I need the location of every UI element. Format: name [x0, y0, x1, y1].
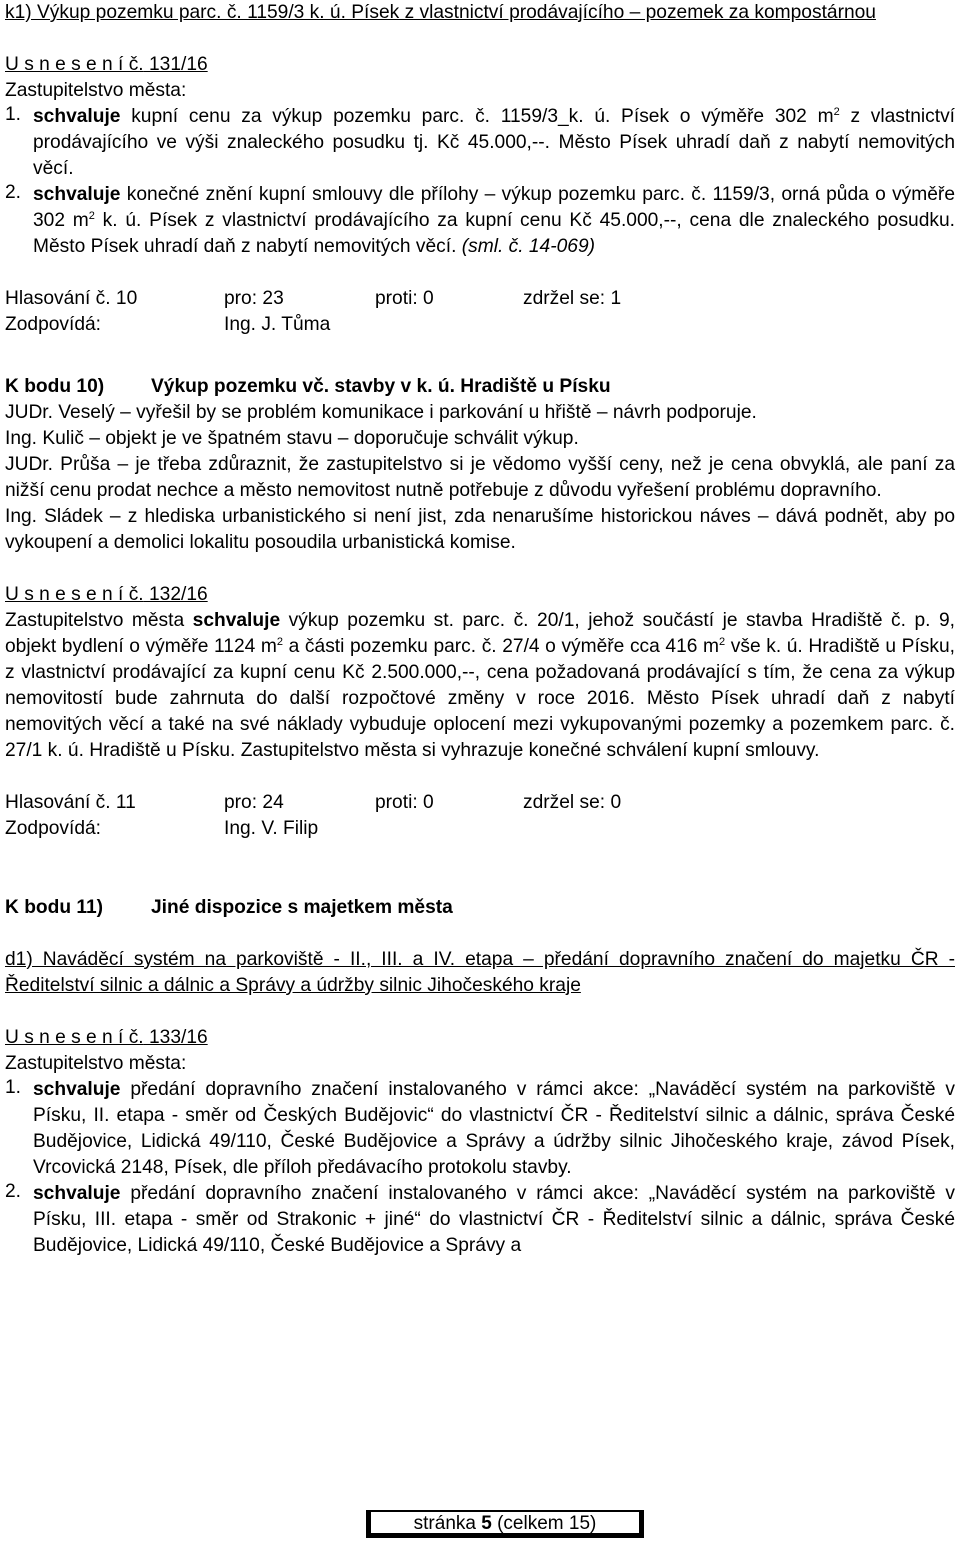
document-page: [5, 0, 955, 1259]
resolution-title-133: U s n e s e n í č. 133/16: [5, 1027, 208, 1048]
resolution-item-2: 2. schvaluje předání dopravního značení instalovaného v rámci akce: „Naváděcí systém na parkoviště v Písku, III. etapa - směr od Strakonic + jiné“ do vlastnictví ČR - Ředitelství silnic a dálnic, správa České Budějovice, Lidická 49/110, České Budějovice a Správy a: [5, 1181, 955, 1256]
section-heading-k1: k1) Výkup pozemku parc. č. 1159/3 k. ú. Písek z vlastnictví prodávajícího – pozemek za kompostárnou: [5, 2, 876, 23]
agenda-item-10-heading: K bodu 10) Výkup pozemku vč. stavby v k. ú. Hradiště u Písku: [5, 376, 611, 397]
responsible-row-11: Zodpovídá: Ing. V. Filip: [5, 818, 319, 839]
discussion-sladek: Ing. Sládek – z hlediska urbanistického si není jist, zda nenarušíme historickou náves – dává podnět, aby po vykoupení a demolici lokalitu posoudila urbanistická komise.: [5, 506, 955, 553]
resolution-item-1: 1. schvaluje kupní cenu za výkup pozemku parc. č. 1159/3_k. ú. Písek o výměře 302 $m^2$ z vlastnictví prodávajícího ve výši znaleckého posudku tj. Kč 45.000,--. Město Písek uhradí daň z nabytí nemovitých věcí.: [5, 104, 956, 179]
resolution-title-131: U s n e s e n í č. 131/16: [5, 54, 208, 75]
discussion-kulic: Ing. Kulič – objekt je ve špatném stavu – doporučuje schválit výkup.: [5, 428, 579, 449]
vote-row-11: Hlasování č. 11 pro: 24 proti: 0 zdržel se: 0: [5, 792, 622, 813]
vote-row-10: Hlasování č. 10 pro: 23 proti: 0 zdržel se: 1: [5, 288, 622, 309]
resolution-132-text: Zastupitelstvo města schvaluje výkup pozemku st. parc. č. 20/1, jehož součástí je stavba Hradiště č. p. 9, objekt bydlení o výměře 1124 $m^2$ a části pozemku parc. č. 27/4 o výměře cca 416 $m^2$ vše k. ú. Hradiště u Písku, z vlastnictví prodávající za kupní cenu Kč 2.500.000,--, cena požadovaná prodávající s tím, že cena za výkup nemovitostí bude zahrnuta do další rozpočtové změny v roce 2016. Město Písek uhradí daň z nabytí nemovitých věcí a také na své náklady vybuduje oplocení mezi vykupovanými pozemky a pozemkem parc. č. 27/1 k. ú. Hradiště u Písku. Zastupitelstvo města si vyhrazuje konečné schválení kupní smlouvy.: [5, 610, 956, 761]
page-footer: stránka 5 (celkem 15): [366, 1510, 644, 1538]
resolution-item-2: 2. schvaluje konečné znění kupní smlouvy dle přílohy – výkup pozemku parc. č. 1159/3, orná půda o výměře 302 $m^2$ k. ú. Písek z vlastnictví prodávajícího za kupní cenu Kč 45.000,--, cena dle znaleckého posudku. Město Písek uhradí daň z nabytí nemovitých věcí. (sml. č. 14-069): [5, 182, 955, 257]
resolution-item-1: 1. schvaluje předání dopravního značení instalovaného v rámci akce: „Naváděcí systém na parkoviště v Písku, II. etapa - směr od Českých Budějovic“ do vlastnictví ČR - Ředitelství silnic a dálnic, správa České Budějovice, Lidická 49/110, České Budějovice a Správy a údržby silnic Jihočeského kraje, závod Písek, Vrcovická 2148, Písek, dle příloh předávacího protokolu stavby.: [5, 1077, 955, 1178]
discussion-vesely: JUDr. Veselý – vyřešil by se problém komunikace i parkování u hřiště – návrh podporuje.: [5, 402, 757, 423]
agenda-item-11-heading: K bodu 11) Jiné dispozice s majetkem města: [5, 897, 453, 918]
subsection-heading-d1: d1) Naváděcí systém na parkoviště - II., III. a IV. etapa – předání dopravního značení do majetku ČR - Ředitelství silnic a dálnic a Správy a údržby silnic Jihočeského kraje: [5, 949, 955, 996]
resolution-intro: Zastupitelstvo města:: [5, 1053, 187, 1074]
responsible-row-10: Zodpovídá: Ing. J. Tůma: [5, 314, 331, 335]
resolution-title-132: U s n e s e n í č. 132/16: [5, 584, 208, 605]
discussion-prusa: JUDr. Průša – je třeba zdůraznit, že zastupitelstvo si je vědomo vyšší ceny, než je cena obvyklá, ale paní za nižší cenu prodat nechce a město nemovitost nutně potřebuje z důvodu vyřešení problému dopravního.: [5, 454, 955, 501]
resolution-intro: Zastupitelstvo města:: [5, 80, 187, 101]
